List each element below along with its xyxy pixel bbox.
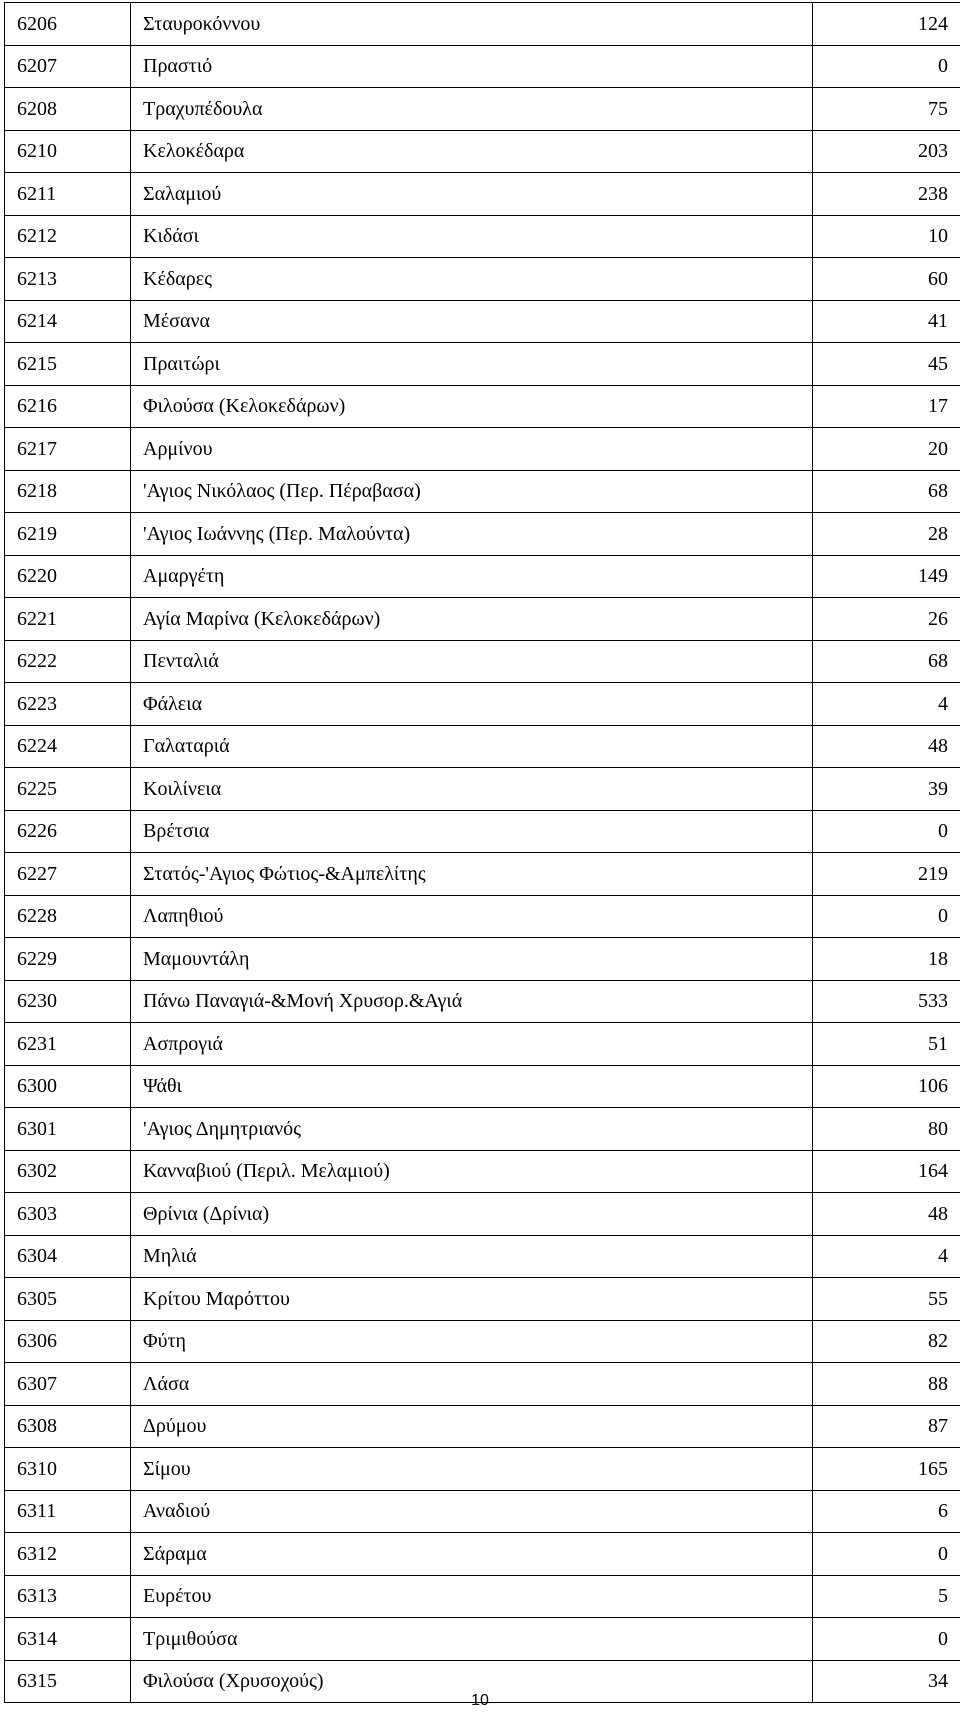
row-name: Γαλαταριά: [131, 725, 813, 768]
table-row: [5, 768, 960, 811]
row-name: 'Αγιος Ιωάννης (Περ. Μαλούντα): [131, 513, 813, 556]
row-code: 6231: [5, 1023, 131, 1066]
table-row: [5, 3, 960, 46]
row-name: Λάσα: [131, 1363, 813, 1406]
table-row: [5, 130, 960, 173]
row-value: 41: [813, 300, 960, 343]
row-code: 6227: [5, 853, 131, 896]
row-code: 6220: [5, 555, 131, 598]
table-row: [5, 88, 960, 131]
table-row: [5, 1363, 960, 1406]
table-row: [5, 258, 960, 301]
row-code: 6225: [5, 768, 131, 811]
table-row: [5, 1490, 960, 1533]
table-row: [5, 1533, 960, 1576]
row-value: 6: [813, 1490, 960, 1533]
row-value: 17: [813, 385, 960, 428]
row-code: 6303: [5, 1193, 131, 1236]
table-row: [5, 1320, 960, 1363]
row-name: Κοιλίνεια: [131, 768, 813, 811]
row-name: Μέσανα: [131, 300, 813, 343]
row-code: 6314: [5, 1618, 131, 1661]
row-name: 'Αγιος Δημητριανός: [131, 1108, 813, 1151]
row-value: 0: [813, 810, 960, 853]
row-value: 60: [813, 258, 960, 301]
row-value: 164: [813, 1150, 960, 1193]
table-row: [5, 853, 960, 896]
row-value: 203: [813, 130, 960, 173]
table-row: [5, 215, 960, 258]
row-name: Δρύμου: [131, 1405, 813, 1448]
row-value: 51: [813, 1023, 960, 1066]
table-row: [5, 1023, 960, 1066]
row-value: 0: [813, 895, 960, 938]
row-name: Σαλαμιού: [131, 173, 813, 216]
row-name: Τριμιθούσα: [131, 1618, 813, 1661]
row-name: Στατός-'Αγιος Φώτιος-&Αμπελίτης: [131, 853, 813, 896]
row-code: 6207: [5, 45, 131, 88]
row-value: 10: [813, 215, 960, 258]
row-name: Πραστιό: [131, 45, 813, 88]
table-row: [5, 555, 960, 598]
row-code: 6218: [5, 470, 131, 513]
row-name: Πραιτώρι: [131, 343, 813, 386]
row-value: 149: [813, 555, 960, 598]
row-code: 6213: [5, 258, 131, 301]
row-name: Πενταλιά: [131, 640, 813, 683]
table-row: [5, 895, 960, 938]
table-row: [5, 598, 960, 641]
row-name: Αγία Μαρίνα (Κελοκεδάρων): [131, 598, 813, 641]
row-code: 6217: [5, 428, 131, 471]
row-code: 6206: [5, 3, 131, 46]
row-code: 6300: [5, 1065, 131, 1108]
row-value: 48: [813, 725, 960, 768]
row-name: 'Αγιος Νικόλαος (Περ. Πέραβασα): [131, 470, 813, 513]
table-row: [5, 980, 960, 1023]
row-code: 6208: [5, 88, 131, 131]
row-code: 6226: [5, 810, 131, 853]
table-row: [5, 385, 960, 428]
row-value: 0: [813, 1533, 960, 1576]
row-value: 4: [813, 683, 960, 726]
table-row: [5, 173, 960, 216]
row-code: 6306: [5, 1320, 131, 1363]
table-row: [5, 343, 960, 386]
row-value: 106: [813, 1065, 960, 1108]
row-value: 82: [813, 1320, 960, 1363]
row-code: 6224: [5, 725, 131, 768]
row-value: 26: [813, 598, 960, 641]
row-code: 6313: [5, 1575, 131, 1618]
row-name: Μαμουντάλη: [131, 938, 813, 981]
table-row: [5, 1235, 960, 1278]
row-code: 6308: [5, 1405, 131, 1448]
data-table: [4, 2, 960, 1703]
row-name: Πάνω Παναγιά-&Μονή Χρυσορ.&Αγιά: [131, 980, 813, 1023]
row-value: 88: [813, 1363, 960, 1406]
row-name: Βρέτσια: [131, 810, 813, 853]
row-value: 39: [813, 768, 960, 811]
row-name: Λαπηθιού: [131, 895, 813, 938]
row-value: 0: [813, 45, 960, 88]
row-value: 68: [813, 640, 960, 683]
table-row: [5, 640, 960, 683]
row-code: 6229: [5, 938, 131, 981]
row-code: 6230: [5, 980, 131, 1023]
row-name: Μηλιά: [131, 1235, 813, 1278]
row-value: 0: [813, 1618, 960, 1661]
row-name: Κρίτου Μαρόττου: [131, 1278, 813, 1321]
row-name: Αμαργέτη: [131, 555, 813, 598]
table-row: [5, 1065, 960, 1108]
table-row: [5, 810, 960, 853]
row-name: Ασπρογιά: [131, 1023, 813, 1066]
table-row: [5, 513, 960, 556]
row-code: 6302: [5, 1150, 131, 1193]
row-code: 6223: [5, 683, 131, 726]
row-name: Φιλούσα (Χρυσοχούς): [131, 1660, 813, 1703]
row-value: 5: [813, 1575, 960, 1618]
row-code: 6214: [5, 300, 131, 343]
row-value: 20: [813, 428, 960, 471]
row-value: 55: [813, 1278, 960, 1321]
row-value: 219: [813, 853, 960, 896]
row-code: 6311: [5, 1490, 131, 1533]
row-code: 6315: [5, 1660, 131, 1703]
row-name: Ψάθι: [131, 1065, 813, 1108]
row-name: Σταυροκόννου: [131, 3, 813, 46]
row-name: Κανναβιού (Περιλ. Μελαμιού): [131, 1150, 813, 1193]
row-value: 4: [813, 1235, 960, 1278]
table-row: [5, 938, 960, 981]
table-row: [5, 1150, 960, 1193]
row-code: 6219: [5, 513, 131, 556]
table-row: [5, 1108, 960, 1151]
table-row: [5, 470, 960, 513]
row-code: 6221: [5, 598, 131, 641]
row-value: 48: [813, 1193, 960, 1236]
row-value: 34: [813, 1660, 960, 1703]
row-code: 6228: [5, 895, 131, 938]
row-name: Κιδάσι: [131, 215, 813, 258]
row-name: Φάλεια: [131, 683, 813, 726]
row-name: Αρμίνου: [131, 428, 813, 471]
row-name: Φιλούσα (Κελοκεδάρων): [131, 385, 813, 428]
row-code: 6307: [5, 1363, 131, 1406]
row-value: 75: [813, 88, 960, 131]
row-value: 87: [813, 1405, 960, 1448]
row-name: Κελοκέδαρα: [131, 130, 813, 173]
row-value: 238: [813, 173, 960, 216]
table-row: [5, 300, 960, 343]
table-row: [5, 725, 960, 768]
row-name: Φύτη: [131, 1320, 813, 1363]
row-code: 6216: [5, 385, 131, 428]
table-row: [5, 1618, 960, 1661]
table-row: [5, 1278, 960, 1321]
row-code: 6312: [5, 1533, 131, 1576]
table-body: [5, 3, 960, 1703]
row-code: 6215: [5, 343, 131, 386]
row-code: 6212: [5, 215, 131, 258]
row-code: 6310: [5, 1448, 131, 1491]
row-code: 6301: [5, 1108, 131, 1151]
row-value: 124: [813, 3, 960, 46]
row-name: Κέδαρες: [131, 258, 813, 301]
table-row: [5, 45, 960, 88]
row-value: 18: [813, 938, 960, 981]
page-number: 10: [471, 1692, 489, 1709]
table-row: [5, 428, 960, 471]
row-name: Θρίνια (Δρίνια): [131, 1193, 813, 1236]
row-code: 6222: [5, 640, 131, 683]
table-row: [5, 1448, 960, 1491]
row-value: 165: [813, 1448, 960, 1491]
table-row: [5, 1575, 960, 1618]
row-name: Ευρέτου: [131, 1575, 813, 1618]
table-row: [5, 683, 960, 726]
row-name: Αναδιού: [131, 1490, 813, 1533]
row-code: 6210: [5, 130, 131, 173]
row-code: 6304: [5, 1235, 131, 1278]
row-value: 533: [813, 980, 960, 1023]
row-code: 6305: [5, 1278, 131, 1321]
row-value: 45: [813, 343, 960, 386]
row-name: Σίμου: [131, 1448, 813, 1491]
table-row: [5, 1405, 960, 1448]
row-name: Σάραμα: [131, 1533, 813, 1576]
row-value: 80: [813, 1108, 960, 1151]
row-code: 6211: [5, 173, 131, 216]
table-row: [5, 1193, 960, 1236]
row-value: 68: [813, 470, 960, 513]
row-value: 28: [813, 513, 960, 556]
row-name: Τραχυπέδουλα: [131, 88, 813, 131]
